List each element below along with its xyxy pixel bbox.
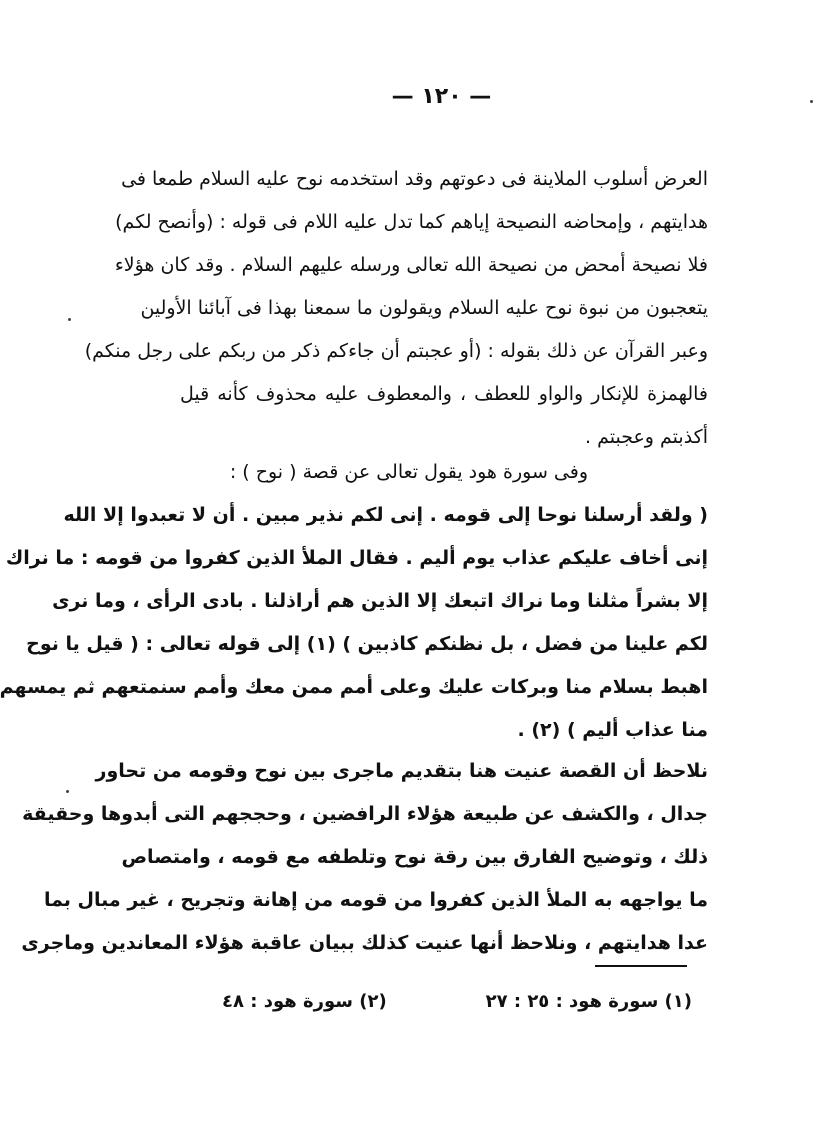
text-line: وفى سورة هود يقول تعالى عن قصة ( نوح ) : bbox=[229, 461, 588, 483]
text-line: يتعجبون من نبوة نوح عليه السلام ويقولون ما سمعنا بهذا فى آبائنا الأولين bbox=[140, 297, 708, 319]
text-line: عدا هدايتهم ، ونلاحظ أنها عنيت كذلك ببيان عاقبة هؤلاء المعاندين وماجرى bbox=[21, 932, 708, 954]
text-line: إلا بشراً مثلنا وما نراك اتبعك إلا الذين هم أراذلنا . بادى الرأى ، وما نرى bbox=[52, 590, 708, 612]
text-line: جدال ، والكشف عن طبيعة هؤلاء الرافضين ، وحججهم التى أبدوها وحقيقة bbox=[22, 803, 708, 825]
text-line: ما يواجهه به الملأ الذين كفروا من قومه من إهانة وتجريح ، غير مبال بما bbox=[43, 889, 708, 911]
footnotes bbox=[222, 984, 692, 1020]
text-line: أكذبتم وعجبتم . bbox=[585, 426, 708, 448]
text-line: اهبط بسلام منا وبركات عليك وعلى أمم ممن معك وأمم سنمتعهم ثم يمسهم bbox=[0, 676, 708, 698]
text-line: نلاحظ أن القصة عنيت هنا بتقديم ماجرى بين نوح وقومه من تحاور bbox=[95, 760, 708, 782]
text-line: العرض أسلوب الملاينة فى دعوتهم وقد استخدمه نوح عليه السلام طمعا فى bbox=[121, 168, 708, 190]
paragraph-1 bbox=[84, 158, 708, 459]
text-line: وعبر القرآن عن ذلك بقوله : (أو عجبتم أن جاءكم ذكر من ربكم على رجل منكم) bbox=[84, 340, 708, 362]
footnote-2: (٢) سورة هود : ٤٨ bbox=[222, 991, 387, 1012]
text-line: فالهمزة للإنكار والواو للعطف ، والمعطوف عليه محذوف كأنه قيل bbox=[180, 383, 708, 405]
scan-speck bbox=[66, 790, 69, 793]
surah-intro bbox=[180, 451, 708, 494]
text-line: ( ولقد أرسلنا نوحا إلى قومه . إنى لكم نذير مبين . أن لا تعبدوا إلا الله bbox=[63, 504, 708, 526]
text-line: ذلك ، وتوضيح الفارق بين رقة نوح وتلطفه مع قومه ، وامتصاص bbox=[121, 846, 708, 868]
page-number: — ١٢٠ — bbox=[391, 84, 492, 109]
footnote-divider bbox=[595, 965, 687, 967]
scan-speck bbox=[68, 318, 71, 321]
quran-quote bbox=[0, 494, 708, 752]
paragraph-3 bbox=[21, 750, 708, 965]
scan-speck bbox=[810, 100, 813, 103]
text-line: إنى أخاف عليكم عذاب يوم أليم . فقال الملأ الذين كفروا من قومه : ما نراك bbox=[5, 547, 708, 569]
text-line: فلا نصيحة أمحض من نصيحة الله تعالى ورسله عليهم السلام . وقد كان هؤلاء bbox=[114, 254, 708, 276]
text-line: هدايتهم ، وإمحاضه النصيحة إياهم كما تدل عليه اللام فى قوله : (وأنصح لكم) bbox=[115, 211, 708, 233]
text-line: منا عذاب أليم ) (٢) . bbox=[517, 719, 708, 741]
text-line: لكم علينا من فضل ، بل نظنكم كاذبين ) (١) إلى قوله تعالى : ( قيل يا نوح bbox=[26, 633, 708, 655]
footnote-1: (١) سورة هود : ٢٥ : ٢٧ bbox=[485, 991, 692, 1012]
